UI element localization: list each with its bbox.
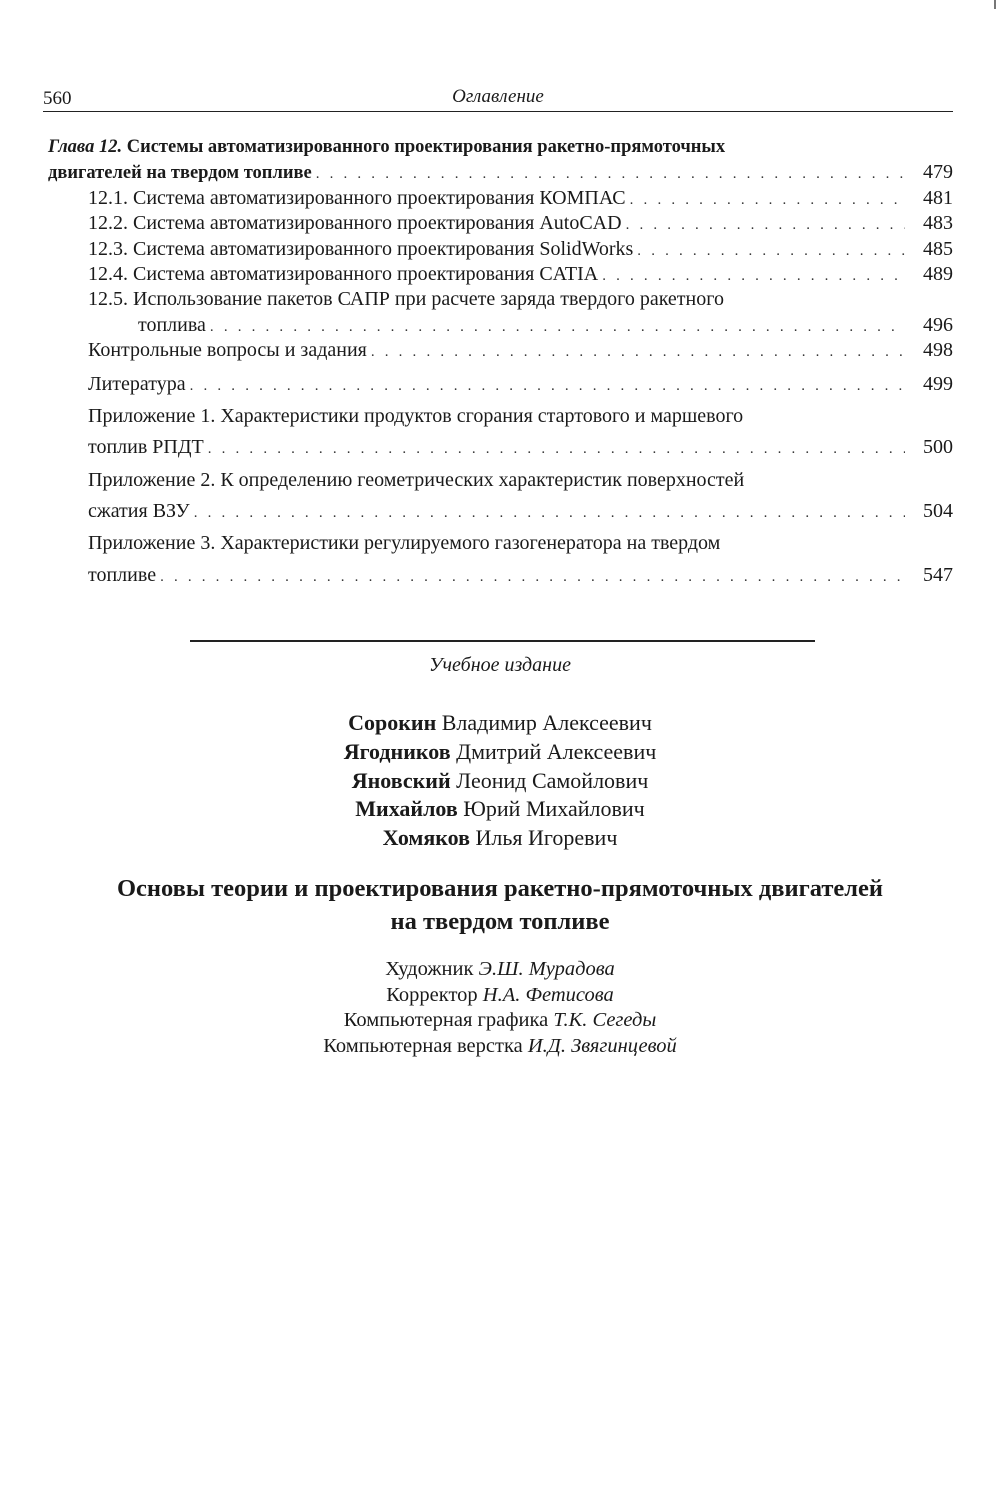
toc-entry-appendix-1 (48, 435, 953, 460)
author-given-names: Леонид Самойлович (456, 767, 649, 793)
author-given-names: Юрий Михайлович (463, 796, 645, 822)
page-ref: 499 (923, 372, 953, 395)
production-credits (0, 957, 1000, 1059)
page-ref: 496 (923, 313, 953, 336)
toc-entry-12-1 (48, 186, 953, 211)
author (0, 738, 1000, 767)
page-ref: 498 (923, 339, 953, 362)
toc-entry-literature (48, 372, 953, 397)
credit-line (0, 1008, 1000, 1034)
toc-entry-chapter-12 (48, 160, 953, 185)
page-ref: 504 (923, 500, 953, 523)
book-title-line1: Основы теории и проектирования ракетно-прямоточных двигателей (116, 875, 884, 902)
table-of-contents (48, 135, 953, 588)
toc-entry-12-2 (48, 211, 953, 236)
author-given-names: Илья Игоревич (475, 825, 618, 851)
toc-entry-12-5 (48, 313, 953, 338)
toc-entry-text: 12.2. Система автоматизированного проектирования AutoCAD (88, 212, 622, 235)
credit-name: Т.К. Сегеды (553, 1009, 657, 1031)
book-title (0, 872, 1000, 938)
credit-role: Компьютерная графика (343, 1009, 549, 1031)
chapter-title-line1: Системы автоматизированного проектирования ракетно-прямоточных (126, 137, 726, 157)
leader-dots (626, 213, 905, 238)
author-given-names: Дмитрий Алексеевич (456, 738, 657, 764)
author-surname: Ягодников (343, 738, 451, 764)
toc-entry-text: топлива (138, 313, 206, 336)
author-list (0, 709, 1000, 853)
page-ref: 485 (923, 237, 953, 260)
page-number: 560 (43, 88, 72, 109)
page-ref: 481 (923, 186, 953, 209)
credit-role: Компьютерная верстка (323, 1034, 523, 1057)
credit-role: Корректор (386, 983, 478, 1006)
author-surname: Яновский (351, 767, 451, 793)
toc-entry-text: 12.1. Система автоматизированного проектирования КОМПАС (88, 186, 626, 209)
toc-entry-text: сжатия ВЗУ (88, 500, 190, 523)
header-rule (43, 111, 953, 112)
toc-entry-appendix-3-line1: Приложение 3. Характеристики регулируемого газогенератора на твердом (88, 532, 721, 555)
page-edge-mark (994, 0, 996, 9)
toc-entry-questions (48, 338, 953, 363)
chapter-title-line2: двигателей на твердом топливе (48, 163, 312, 184)
page-ref: 489 (923, 262, 953, 285)
author-surname: Сорокин (348, 710, 437, 735)
author (0, 767, 1000, 796)
credit-line (0, 1034, 1000, 1060)
credit-line (0, 957, 1000, 983)
author (0, 709, 1000, 738)
toc-entry-text: Литература (88, 372, 186, 395)
leader-dots (602, 264, 905, 289)
credit-name: Э.Ш. Мурадова (478, 958, 615, 980)
toc-chapter-heading (48, 135, 953, 160)
toc-entry-text: 12.4. Система автоматизированного проектирования CATIA (88, 262, 599, 285)
author (0, 795, 1000, 824)
toc-entry-text: топливе (88, 563, 157, 586)
toc-entry-text: топлив РПДТ (88, 436, 204, 459)
leader-dots (371, 340, 905, 365)
leader-dots (190, 374, 905, 399)
leader-dots (316, 162, 905, 187)
chapter-label: Глава 12. (48, 137, 123, 157)
leader-dots (194, 501, 905, 526)
toc-entry-12-5-line1: 12.5. Использование пакетов САПР при расчете заряда твердого ракетного (88, 288, 724, 311)
author-surname: Михайлов (355, 796, 458, 822)
page-ref: 500 (923, 436, 953, 459)
credit-line (0, 983, 1000, 1009)
page-ref: 547 (923, 563, 953, 586)
toc-entry-12-3 (48, 237, 953, 262)
leader-dots (630, 188, 905, 213)
toc-entry-appendix-1-line1: Приложение 1. Характеристики продуктов сгорания стартового и маршевого (88, 404, 744, 427)
edition-type: Учебное издание (429, 654, 571, 676)
toc-entry-appendix-2-line1: Приложение 2. К определению геометрических характеристик поверхностей (88, 468, 745, 491)
leader-dots (210, 315, 905, 340)
toc-entry-12-4 (48, 262, 953, 287)
page-ref: 479 (923, 161, 953, 184)
toc-entry-appendix-3 (48, 563, 953, 588)
credit-name: И.Д. Звягинцевой (527, 1034, 677, 1057)
leader-dots (160, 565, 905, 590)
page-ref: 483 (923, 212, 953, 235)
toc-entry-text: 12.3. Система автоматизированного проектирования SolidWorks (88, 237, 634, 260)
section-divider (190, 640, 815, 642)
running-title: Оглавление (452, 86, 544, 107)
running-header (43, 82, 953, 112)
leader-dots (208, 437, 905, 462)
book-title-line2: на твердом топливе (390, 908, 610, 935)
author-given-names: Владимир Алексеевич (441, 710, 652, 735)
credit-name: Н.А. Фетисова (482, 983, 614, 1006)
toc-entry-text: Контрольные вопросы и задания (88, 339, 367, 362)
leader-dots (637, 239, 905, 264)
credit-role: Художник (385, 958, 474, 980)
author-surname: Хомяков (382, 825, 471, 851)
toc-entry-appendix-2 (48, 499, 953, 524)
author (0, 824, 1000, 853)
